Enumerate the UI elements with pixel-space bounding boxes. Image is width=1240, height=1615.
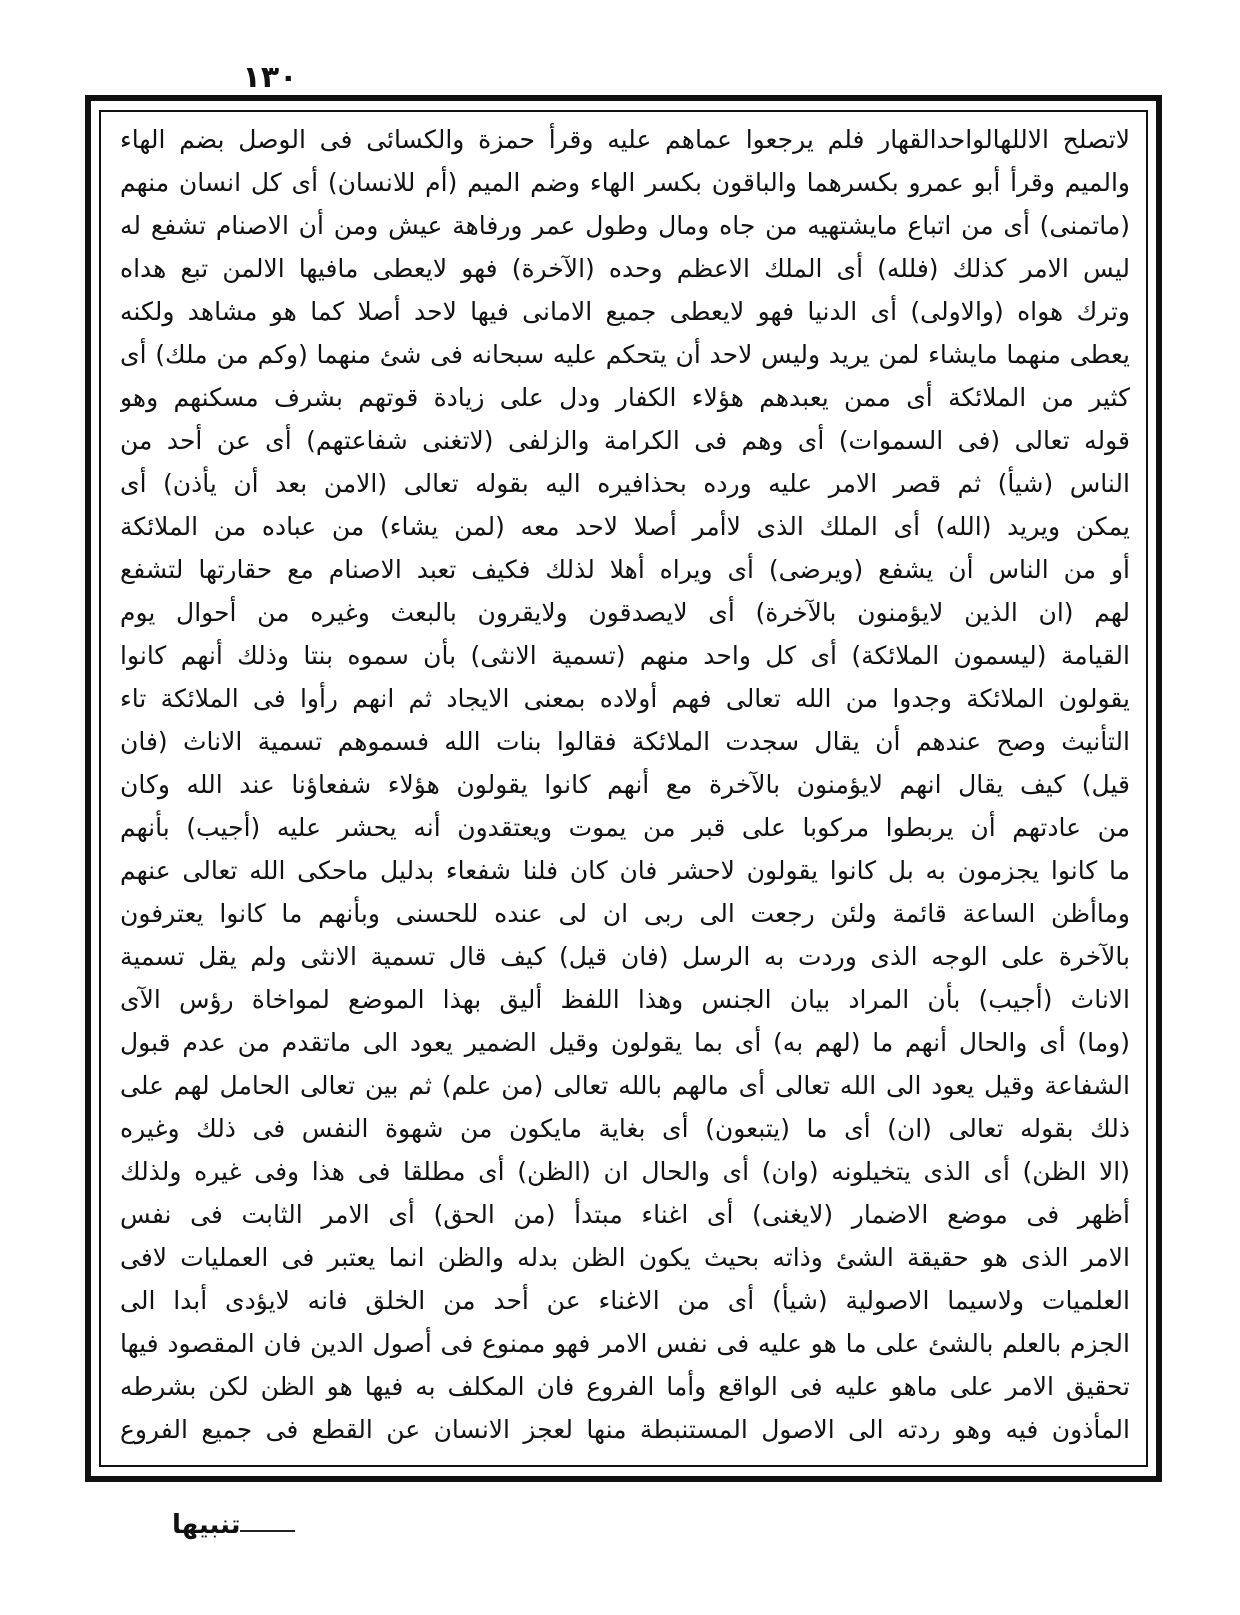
text-line: الناس (شيأ) ثم قصر الامر عليه ورده بحذافيره اليه بقوله تعالى (الامن بعد أن يأذن) أى <box>120 469 1130 498</box>
text-line: يمكن ويريد (الله) أى الملك الذى لاأمر أصلا لاحد معه (لمن يشاء) من عباده من الملائكة <box>120 512 1130 541</box>
text-line: قيل) كيف يقال انهم لايؤمنون بالآخرة مع أنهم كانوا يقولون هؤلاء شفعاؤنا عند الله وكان <box>120 770 1130 799</box>
text-line: وترك هواه (والاولى) أى الدنيا فهو لايعطى جميع الامانى فيها لاحد أصلا كما هو مشاهد ولكنه <box>120 297 1130 326</box>
text-line: المأذون فيه وهو ردته الى الاصول المستنبطة منها لعجز الانسان عن القطع فى جميع الفروع <box>120 1415 1130 1444</box>
text-line: ليس الامر كذلك (فلله) أى الملك الاعظم وحده (الآخرة) فهو لايعطى مافيها الالمن تبع هداه <box>120 254 1130 283</box>
text-line: (الا الظن) أى الذى يتخيلونه (وان) أى والحال ان (الظن) أى مطلقا فى هذا وفى غيره ولذلك <box>120 1157 1130 1186</box>
text-line: تحقيق الامر على ماهو عليه فى الواقع وأما الفروع فان المكلف به فيها هو الظن لكن بشرطه <box>120 1372 1130 1401</box>
text-line: العلميات ولاسيما الاصولية (شيأ) أى من الاغناء عن أحد من الخلق فانه لايؤدى أبدا الى <box>120 1286 1130 1315</box>
text-line: والميم وقرأ أبو عمرو بكسرهما والباقون بكسر الهاء وضم الميم (أم للانسان) أى كل انسان منهم <box>120 168 1130 197</box>
text-line: الجزم بالعلم بالشئ على ما هو عليه فى نفس الامر فهو ممنوع فى أصول الدين فان المقصود فيها <box>120 1329 1130 1358</box>
text-line: وماأظن الساعة قائمة ولئن رجعت الى ربى ان لى عنده للحسنى وبأنهم ما كانوا يعترفون <box>120 899 1130 928</box>
text-line: الامر الذى هو حقيقة الشئ وذاته بحيث يكون الظن بدله والظن انما يعتبر فى العمليات لافى <box>120 1243 1130 1272</box>
text-line: لاتصلح الاللهالواحدالقهار فلم يرجعوا عماهم عليه وقرأ حمزة والكسائى فى الوصل بضم الهاء <box>120 125 1130 154</box>
text-line: (ماتمنى) أى من اتباع مايشتهيه من جاه ومال وطول عمر ورفاهة عيش ومن أن الاصنام تشفع له <box>120 211 1130 240</box>
text-line: ذلك بقوله تعالى (ان) أى ما (يتبعون) أى بغاية مايكون من شهوة النفس فى ذلك وغيره <box>120 1114 1130 1143</box>
text-line: من عادتهم أن يربطوا مركوبا على قبر من يموت ويعتقدون أنه يحشر عليه (أجيب) بأنهم <box>120 813 1130 842</box>
text-line: كثير من الملائكة أى ممن يعبدهم هؤلاء الكفار ودل على زيادة قوتهم بشرف مسكنهم وهو <box>120 383 1130 412</box>
body-text <box>120 120 1130 1460</box>
text-line: قوله تعالى (فى السموات) أى وهم فى الكرامة والزلفى (لاتغنى شفاعتهم) أى عن أحد من <box>120 426 1130 455</box>
text-line: يعطى منهما مايشاء لمن يريد وليس لاحد أن يتحكم عليه سبحانه فى شئ منهما (وكم من ملك) أى <box>120 340 1130 369</box>
text-line: أظهر فى موضع الاضمار (لايغنى) أى اغناء مبتدأ (من الحق) أى الامر الثابت فى نفس <box>120 1200 1130 1229</box>
text-line: الاناث (أجيب) بأن المراد بيان الجنس وهذا اللفظ أليق بهذا الموضع لمواخاة رؤس الآى <box>120 985 1130 1014</box>
text-line: التأنيث وصح عندهم أن يقال سجدت الملائكة فقالوا بنات الله فسموهم تسمية الاناث (فان <box>120 727 1130 756</box>
text-line: ما كانوا يجزمون به بل كانوا يقولون لاحشر فان كان فلنا شفعاء بدليل ماحكى الله تعالى عنهم <box>120 856 1130 885</box>
text-line: لهم (ان الذين لايؤمنون بالآخرة) أى لايصدقون ولايقرون بالبعث وغيره من أحوال يوم <box>120 598 1130 627</box>
text-line: أو من الناس أن يشفع (ويرضى) أى ويراه أهلا لذلك فكيف تعبد الاصنام مع حقارتها لتشفع <box>120 555 1130 584</box>
text-line: القيامة (ليسمون الملائكة) أى كل واحد منهم (تسمية الانثى) بأن سموه بنتا وذلك أنهم كانوا <box>120 641 1130 670</box>
text-line: الشفاعة وقيل يعود الى الله تعالى أى مالهم بالله تعالى (من علم) ثم بين تعالى الحامل لهم على <box>120 1071 1130 1100</box>
text-line: (وما) أى والحال أنهم ما (لهم به) أى بما يقولون وقيل الضمير يعود الى ماتقدم من عدم قبول <box>120 1028 1130 1057</box>
page-number: ١٣٠ <box>242 60 298 95</box>
catchword-rule <box>240 1530 295 1532</box>
text-line: بالآخرة على الوجه الذى وردت به الرسل (فان قيل) كيف قال تسمية الانثى ولم يقل تسمية <box>120 942 1130 971</box>
catchword: تنبيها <box>172 1510 241 1540</box>
text-line: يقولون الملائكة وجدوا من الله تعالى فهم أولاده بمعنى الايجاد ثم انهم رأوا فى الملائكة تاء <box>120 684 1130 713</box>
